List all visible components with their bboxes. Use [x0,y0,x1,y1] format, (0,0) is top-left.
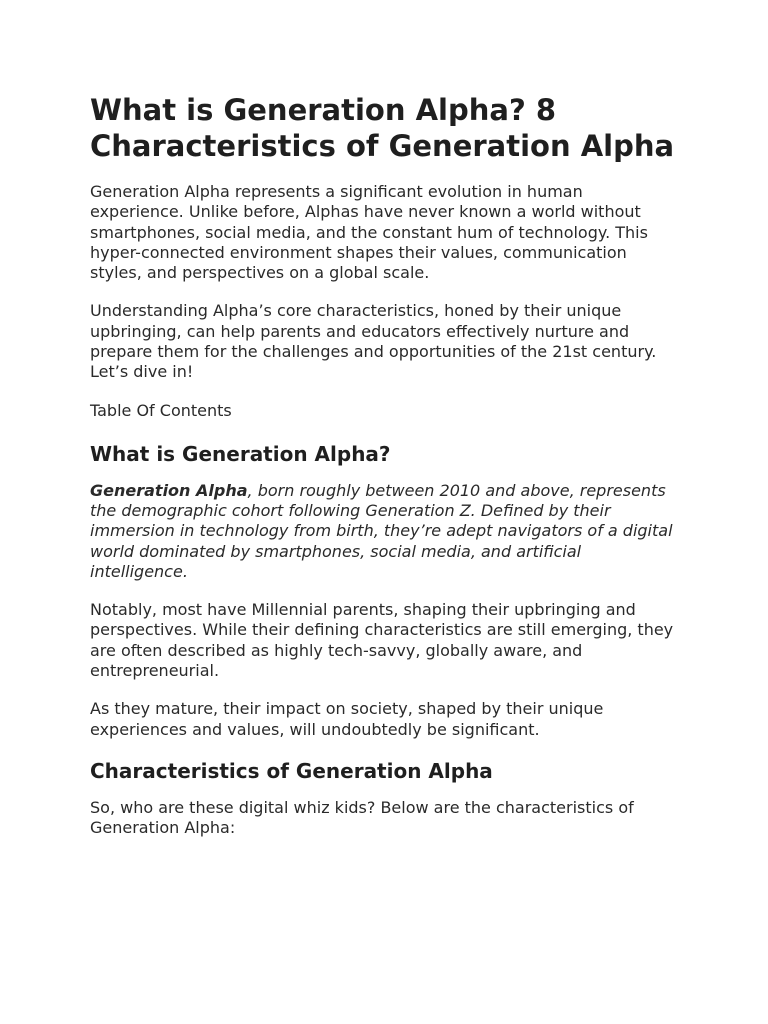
what-paragraph-1: Notably, most have Millennial parents, shaping their upbringing and perspectives. While their defining characteristics are still emerging, they are often described as highly tech-savvy, globally aware, and entrepreneurial. [90,600,674,681]
section-heading-what-is: What is Generation Alpha? [90,441,391,466]
page-title: What is Generation Alpha? 8 Characteristics of Generation Alpha [90,93,675,163]
section-heading-characteristics: Characteristics of Generation Alpha [90,758,493,783]
definition-term: Generation Alpha [90,480,248,500]
characteristics-intro: So, who are these digital whiz kids? Below are the characteristics of Generation Alpha: [90,797,634,838]
what-paragraph-2: As they mature, their impact on society, shaped by their unique experiences and values, will undoubtedly be significant. [90,699,604,739]
definition-paragraph [90,481,678,582]
intro-paragraph-2: Understanding Alpha’s core characteristics, honed by their unique upbringing, can help parents and educators effectively nurture and prepare them for the challenges and opportunities of the 21st century. Let’s dive in! [90,301,657,382]
table-of-contents-link[interactable]: Table Of Contents [90,400,232,420]
intro-paragraph-1: Generation Alpha represents a significant evolution in human experience. Unlike before, Alphas have never known a world without smartphones, social media, and the constant hum of technology. This hyper-connected environment shapes their values, communication styles, and perspectives on a global scale. [90,182,648,283]
definition-text: , born roughly between 2010 and above, represents the demographic cohort following Generation Z. Defined by their immersion in technology from birth, they’re adept navigators of a digital world dominated by smartphones, social media, and artificial intelligence. [90,480,673,581]
